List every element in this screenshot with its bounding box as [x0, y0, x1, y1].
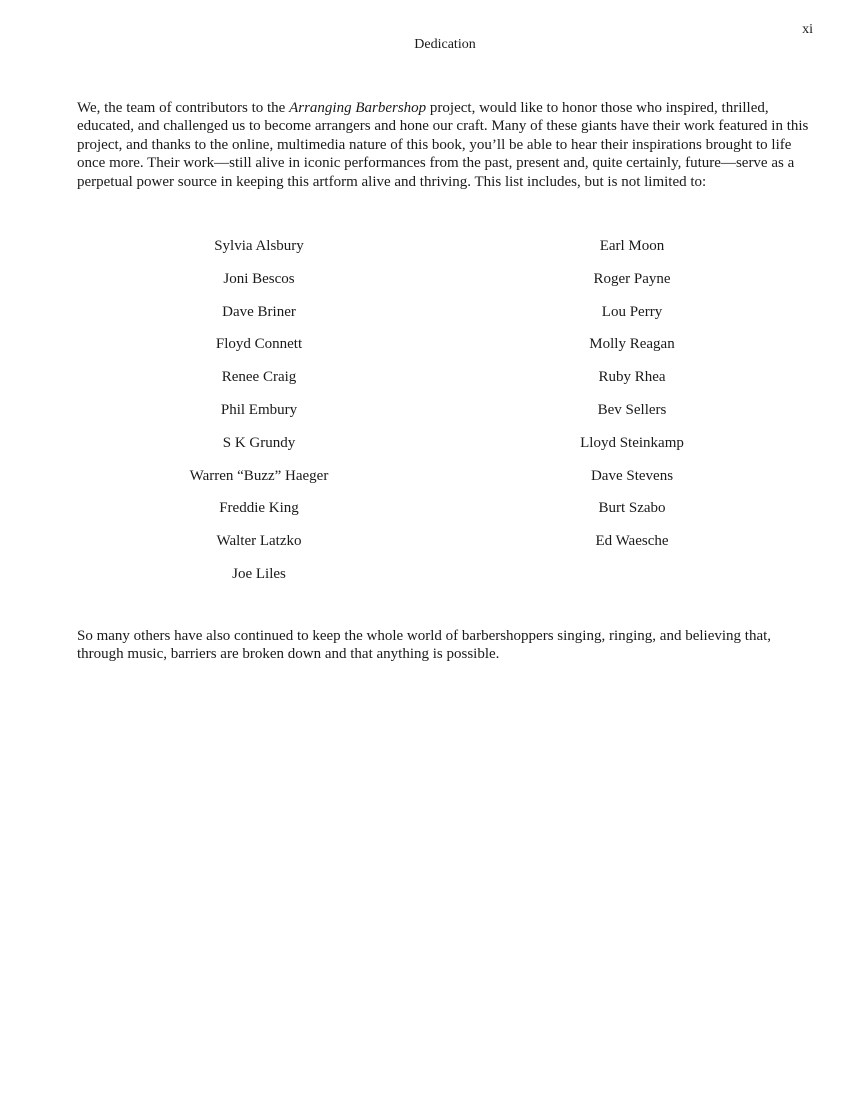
honoree-name: Joni Bescos [223, 270, 295, 287]
page-number: xi [802, 22, 813, 37]
honoree-name: Ed Waesche [595, 533, 669, 550]
honoree-name: Phil Embury [220, 401, 298, 418]
honoree-name: Molly Reagan [589, 336, 675, 353]
honoree-name: Walter Latzko [216, 533, 302, 550]
intro-paragraph [77, 99, 812, 191]
honoree-name: Lou Perry [601, 303, 663, 320]
honoree-name: Burt Szabo [598, 500, 666, 517]
honoree-name: Bev Sellers [597, 401, 667, 418]
honoree-name: Floyd Connett [215, 336, 303, 353]
honoree-name: Renee Craig [221, 369, 297, 386]
honoree-name: Dave Briner [222, 303, 296, 320]
honoree-name: Lloyd Steinkamp [580, 434, 684, 451]
honoree-name: Warren “Buzz” Haeger [189, 467, 329, 484]
honoree-name: Earl Moon [599, 238, 665, 254]
honoree-name: S K Grundy [222, 434, 296, 451]
honoree-name: Freddie King [219, 500, 299, 517]
intro-lead-text: We, the team of contributors to the [77, 100, 290, 116]
intro-body-text: project, would like to honor those who inspired, thrilled, educated, and challenged us to become arrangers and hone our craft. Many of these giants have their work featured in this project, and thanks to the online, multimedia nature of this book, you’ll be able to hear their inspirations brought to life once more. Their work—still alive in iconic performances from the past, present and, quite certainly, future—serve as a perpetual power source in keeping this artform alive and thriving. This list includes, but is not limited to: [77, 100, 809, 190]
honoree-list [0, 235, 864, 595]
honoree-column-right [502, 235, 762, 563]
honoree-name: Ruby Rhea [598, 369, 666, 386]
honoree-name: Sylvia Alsbury [214, 238, 304, 254]
running-header: Dedication [414, 37, 476, 52]
book-title: Arranging Barbershop [289, 100, 427, 116]
honoree-column-left [129, 235, 389, 596]
closing-paragraph: So many others have also continued to keep the whole world of barbershoppers singing, ringing, and believing that, through music, barriers are broken down and that anything is possible. [77, 628, 772, 663]
honoree-name: Joe Liles [232, 565, 286, 582]
honoree-name: Dave Stevens [590, 467, 674, 484]
honoree-name: Roger Payne [593, 270, 671, 287]
